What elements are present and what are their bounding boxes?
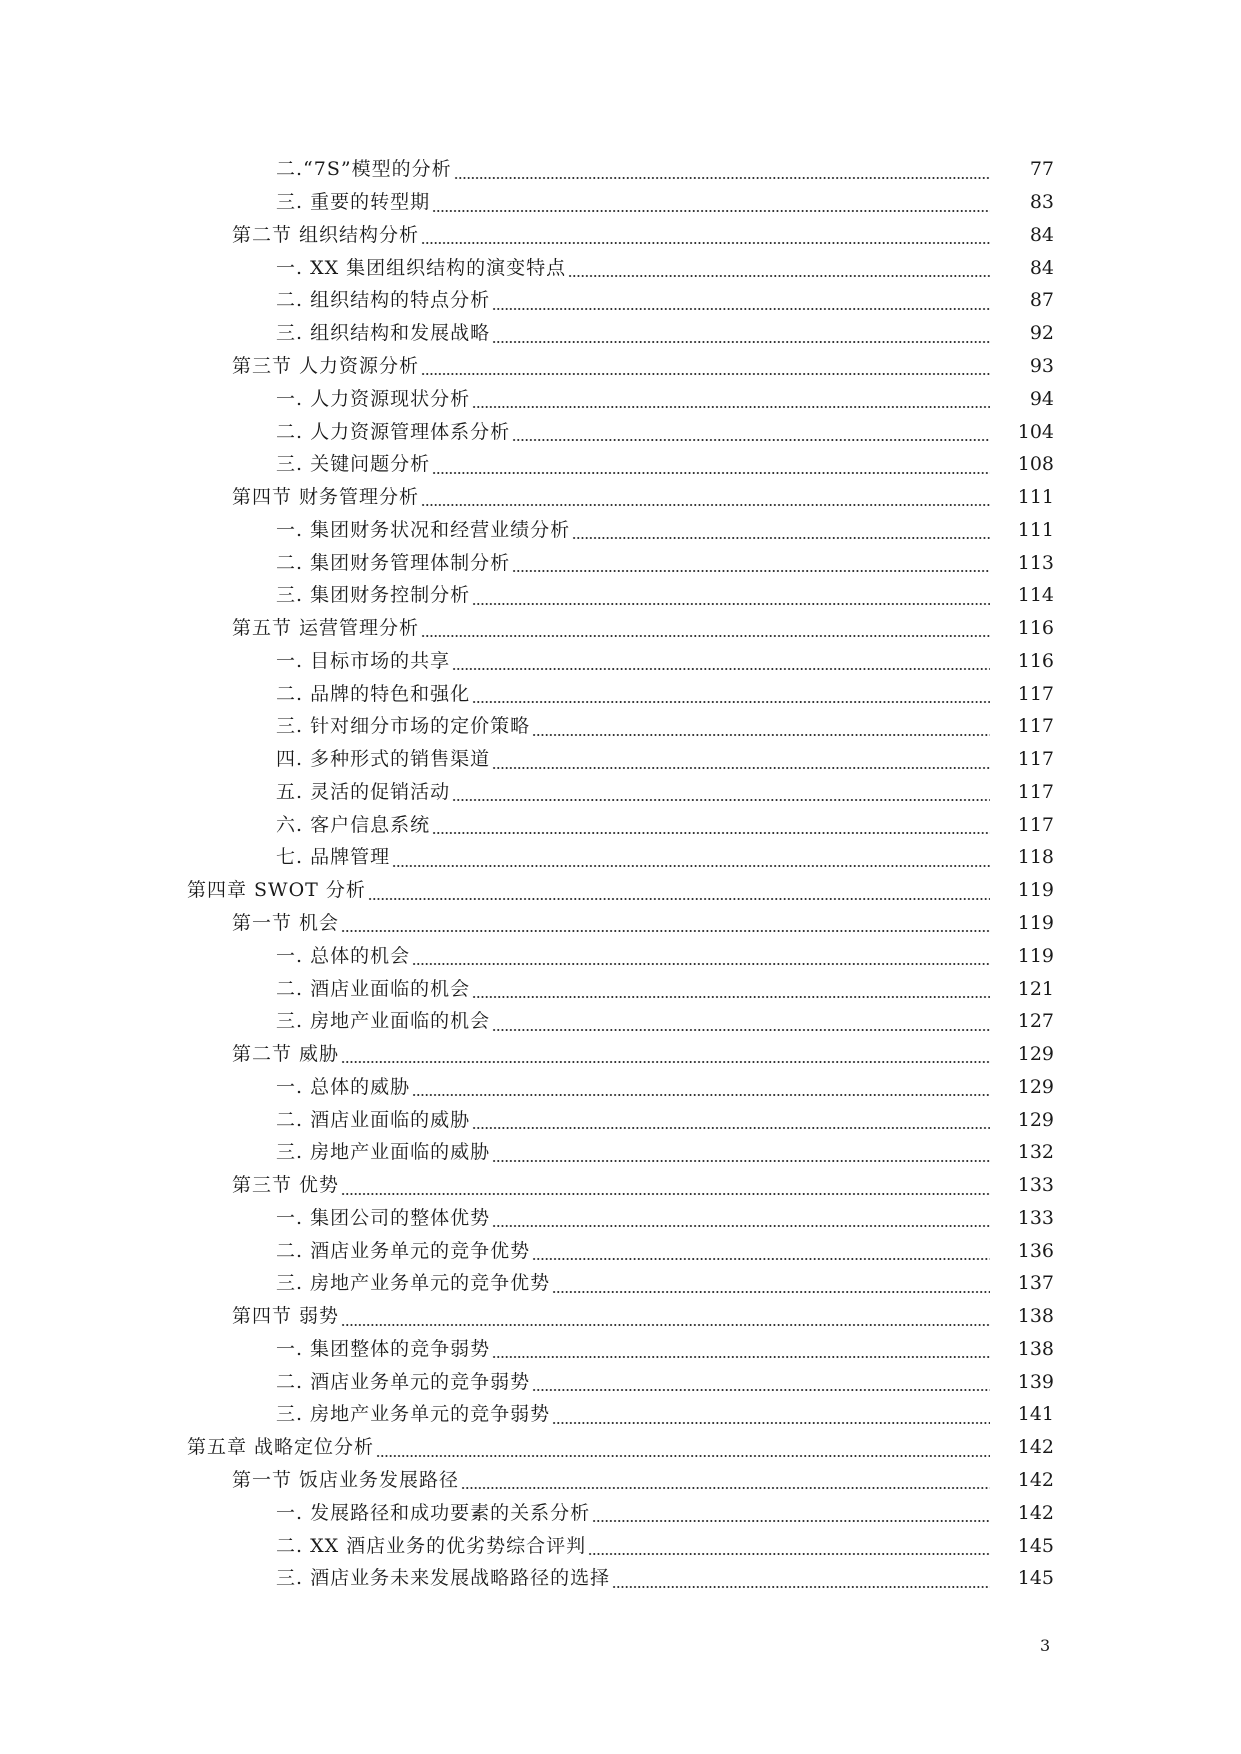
toc-entry[interactable] <box>276 1202 1054 1235</box>
toc-entry-label: 一. 总体的威胁 <box>276 1075 411 1098</box>
toc-entry-label: 二.“7S”模型的分析 <box>276 158 452 181</box>
dot-leader <box>392 865 990 867</box>
toc-entry-label: 一. 目标市场的共享 <box>276 649 451 672</box>
toc-entry-page: 119 <box>1017 944 1054 967</box>
toc-entry-label: 第四节 弱势 <box>232 1305 340 1328</box>
dot-leader <box>512 439 990 441</box>
dot-leader <box>592 1520 990 1522</box>
toc-entry-label: 二. 酒店业务单元的竞争弱势 <box>276 1370 531 1393</box>
dot-leader <box>421 504 990 506</box>
dot-leader <box>421 635 990 637</box>
toc-entry-page: 93 <box>1029 354 1054 377</box>
toc-entry[interactable] <box>276 1103 1054 1136</box>
toc-entry[interactable] <box>276 1365 1054 1398</box>
dot-leader <box>492 1029 990 1031</box>
toc-entry-label: 三. 关键问题分析 <box>276 453 431 476</box>
toc-entry-label: 第四节 财务管理分析 <box>232 486 420 509</box>
toc-entry-label: 五. 灵活的促销活动 <box>276 780 451 803</box>
toc-entry-label: 一. 集团公司的整体优势 <box>276 1206 491 1229</box>
toc-entry-label: 二. 酒店业面临的威胁 <box>276 1108 471 1131</box>
toc-entry-label: 第五节 运营管理分析 <box>232 617 420 640</box>
dot-leader <box>421 242 990 244</box>
dot-leader <box>532 1258 990 1260</box>
toc-entry[interactable] <box>276 939 1054 972</box>
toc-entry-label: 一. 集团财务状况和经营业绩分析 <box>276 518 571 541</box>
dot-leader <box>492 1356 990 1358</box>
toc-entry-page: 108 <box>1017 453 1054 476</box>
toc-entry-label: 二. 酒店业务单元的竞争优势 <box>276 1239 531 1262</box>
toc-entry-label: 七. 品牌管理 <box>276 846 391 869</box>
toc-entry-page: 145 <box>1017 1534 1054 1557</box>
toc-entry-page: 129 <box>1017 1043 1054 1066</box>
dot-leader <box>568 275 990 277</box>
toc-entry-label: 三. 重要的转型期 <box>276 191 431 214</box>
toc-entry[interactable] <box>276 1496 1054 1529</box>
toc-entry[interactable] <box>276 1136 1054 1169</box>
toc-entry-label: 三. 房地产业面临的机会 <box>276 1010 491 1033</box>
toc-entry[interactable] <box>276 317 1054 350</box>
toc-entry-label: 三. 组织结构和发展战略 <box>276 322 491 345</box>
toc-entry-page: 84 <box>1029 256 1054 279</box>
toc-entry-label: 二. 酒店业面临的机会 <box>276 977 471 1000</box>
toc-entry[interactable] <box>276 1234 1054 1267</box>
toc-entry-page: 117 <box>1017 780 1054 803</box>
toc-entry-page: 145 <box>1017 1567 1054 1590</box>
dot-leader <box>472 603 990 605</box>
toc-entry[interactable] <box>276 579 1054 612</box>
toc-entry[interactable] <box>232 1464 1054 1497</box>
toc-entry-page: 129 <box>1017 1108 1054 1131</box>
dot-leader <box>452 799 990 801</box>
toc-entry[interactable] <box>276 677 1054 710</box>
dot-leader <box>376 1455 990 1457</box>
dot-leader <box>492 1160 990 1162</box>
toc-entry[interactable] <box>276 1267 1054 1300</box>
dot-leader <box>341 1193 990 1195</box>
toc-entry-page: 94 <box>1029 387 1054 410</box>
toc-entry-label: 第三节 优势 <box>232 1174 340 1197</box>
dot-leader <box>572 537 990 539</box>
toc-entry-label: 三. 集团财务控制分析 <box>276 584 471 607</box>
toc-entry[interactable] <box>276 1333 1054 1366</box>
toc-entry-label: 一. 人力资源现状分析 <box>276 387 471 410</box>
page-number: 3 <box>1040 1636 1051 1655</box>
toc-entry-page: 83 <box>1029 191 1054 214</box>
toc-entry-page: 133 <box>1017 1174 1054 1197</box>
dot-leader <box>492 767 990 769</box>
toc-entry[interactable] <box>276 415 1054 448</box>
toc-entry-page: 116 <box>1017 617 1054 640</box>
toc-entry-page: 84 <box>1029 223 1054 246</box>
toc-entry-label: 第五章 战略定位分析 <box>187 1436 375 1459</box>
toc-entry-label: 二. XX 酒店业务的优劣势综合评判 <box>276 1534 587 1557</box>
toc-entry-page: 117 <box>1017 682 1054 705</box>
toc-entry[interactable] <box>276 153 1054 186</box>
dot-leader <box>341 1061 990 1063</box>
toc-entry-label: 三. 针对细分市场的定价策略 <box>276 715 531 738</box>
toc-entry[interactable] <box>187 874 1054 907</box>
toc-entry-page: 92 <box>1029 322 1054 345</box>
toc-entry-label: 一. XX 集团组织结构的演变特点 <box>276 256 567 279</box>
toc-entry[interactable] <box>232 612 1054 645</box>
toc-entry-page: 133 <box>1017 1206 1054 1229</box>
toc-entry[interactable] <box>276 1005 1054 1038</box>
dot-leader <box>368 898 990 900</box>
dot-leader <box>492 341 990 343</box>
toc-entry[interactable] <box>276 1398 1054 1431</box>
toc-entry-label: 第三节 人力资源分析 <box>232 354 420 377</box>
toc-entry[interactable] <box>232 907 1054 940</box>
dot-leader <box>552 1291 990 1293</box>
toc-entry[interactable] <box>276 1070 1054 1103</box>
toc-entry[interactable] <box>276 251 1054 284</box>
dot-leader <box>454 177 990 179</box>
toc-entry-page: 77 <box>1029 158 1054 181</box>
toc-entry[interactable] <box>232 481 1054 514</box>
toc-entry[interactable] <box>276 513 1054 546</box>
toc-entry-label: 二. 组织结构的特点分析 <box>276 289 491 312</box>
dot-leader <box>472 996 990 998</box>
toc-entry[interactable] <box>187 1431 1054 1464</box>
toc-entry[interactable] <box>276 972 1054 1005</box>
toc-entry-page: 142 <box>1017 1469 1054 1491</box>
dot-leader <box>612 1586 990 1588</box>
toc-entry[interactable] <box>276 743 1054 776</box>
toc-entry[interactable] <box>232 1169 1054 1202</box>
toc-entry-page: 87 <box>1029 289 1054 312</box>
dot-leader <box>412 963 990 965</box>
toc-entry-label: 一. 总体的机会 <box>276 944 411 967</box>
toc-entry[interactable] <box>276 710 1054 743</box>
dot-leader <box>461 1487 990 1489</box>
toc-entry-page: 121 <box>1017 977 1054 1000</box>
toc-entry-label: 第一节 机会 <box>232 911 340 934</box>
toc-entry-label: 四. 多种形式的销售渠道 <box>276 748 491 771</box>
toc-entry-page: 137 <box>1017 1272 1054 1295</box>
toc-entry[interactable] <box>276 284 1054 317</box>
toc-entry-page: 139 <box>1017 1370 1054 1393</box>
dot-leader <box>421 373 990 375</box>
toc-entry-label: 二. 集团财务管理体制分析 <box>276 551 511 574</box>
toc-entry-page: 117 <box>1017 748 1054 771</box>
dot-leader <box>492 1225 990 1227</box>
toc-entry[interactable] <box>276 1529 1054 1562</box>
dot-leader <box>588 1553 990 1555</box>
toc-entry[interactable] <box>276 546 1054 579</box>
dot-leader <box>532 734 990 736</box>
dot-leader <box>472 406 990 408</box>
toc-entry[interactable] <box>276 382 1054 415</box>
toc-entry-page: 111 <box>1017 518 1054 541</box>
toc-entry-label: 二. 人力资源管理体系分析 <box>276 420 511 443</box>
dot-leader <box>341 930 990 932</box>
toc-entry-page: 116 <box>1017 649 1054 672</box>
toc-entry[interactable] <box>276 776 1054 809</box>
toc-entry-label: 一. 集团整体的竞争弱势 <box>276 1337 491 1360</box>
toc-entry[interactable] <box>276 841 1054 874</box>
dot-leader <box>341 1324 990 1326</box>
toc-entry-page: 136 <box>1017 1239 1054 1262</box>
toc-entry[interactable] <box>232 1300 1054 1333</box>
dot-leader <box>492 308 990 310</box>
toc-entry-page: 138 <box>1017 1337 1054 1360</box>
toc-entry[interactable] <box>276 186 1054 219</box>
toc-entry-page: 104 <box>1017 420 1054 443</box>
toc-entry[interactable] <box>232 1038 1054 1071</box>
toc-entry-page: 119 <box>1017 879 1054 902</box>
toc-entry-page: 138 <box>1017 1305 1054 1328</box>
toc-list <box>0 153 1054 1595</box>
toc-entry-page: 111 <box>1017 486 1054 509</box>
toc-entry-label: 第二节 组织结构分析 <box>232 223 420 246</box>
toc-entry-label: 二. 品牌的特色和强化 <box>276 682 471 705</box>
toc-entry-page: 118 <box>1017 846 1054 869</box>
dot-leader <box>532 1389 990 1391</box>
toc-entry-page: 141 <box>1017 1403 1054 1426</box>
dot-leader <box>412 1094 990 1096</box>
toc-entry-page: 113 <box>1017 551 1054 574</box>
dot-leader <box>452 668 990 670</box>
toc-entry-label: 第二节 威胁 <box>232 1043 340 1066</box>
toc-entry-page: 132 <box>1017 1141 1054 1164</box>
toc-entry[interactable] <box>276 808 1054 841</box>
toc-entry-page: 114 <box>1017 584 1054 607</box>
dot-leader <box>472 1127 990 1129</box>
toc-entry-label: 第一节 饭店业务发展路径 <box>232 1469 460 1491</box>
toc-entry[interactable] <box>276 1562 1054 1595</box>
dot-leader <box>432 210 990 212</box>
toc-entry-page: 142 <box>1017 1501 1054 1524</box>
toc-entry-label: 三. 酒店业务未来发展战略路径的选择 <box>276 1567 611 1590</box>
dot-leader <box>552 1422 990 1424</box>
toc-entry[interactable] <box>276 448 1054 481</box>
toc-entry-page: 117 <box>1017 813 1054 836</box>
toc-entry-label: 第四章 SWOT 分析 <box>187 879 366 902</box>
toc-entry-label: 三. 房地产业务单元的竞争优势 <box>276 1272 551 1295</box>
toc-entry-page: 129 <box>1017 1075 1054 1098</box>
toc-entry-label: 六. 客户信息系统 <box>276 813 431 836</box>
dot-leader <box>512 570 990 572</box>
dot-leader <box>472 701 990 703</box>
dot-leader <box>432 832 990 834</box>
toc-entry-page: 117 <box>1017 715 1054 738</box>
toc-entry[interactable] <box>232 350 1054 383</box>
toc-entry[interactable] <box>232 219 1054 252</box>
toc-entry-page: 119 <box>1017 911 1054 934</box>
toc-entry-label: 一. 发展路径和成功要素的关系分析 <box>276 1501 591 1524</box>
toc-entry-page: 142 <box>1017 1436 1054 1459</box>
toc-entry-label: 三. 房地产业务单元的竞争弱势 <box>276 1403 551 1426</box>
dot-leader <box>432 472 990 474</box>
toc-entry[interactable] <box>276 644 1054 677</box>
toc-entry-label: 三. 房地产业面临的威胁 <box>276 1141 491 1164</box>
toc-entry-page: 127 <box>1017 1010 1054 1033</box>
